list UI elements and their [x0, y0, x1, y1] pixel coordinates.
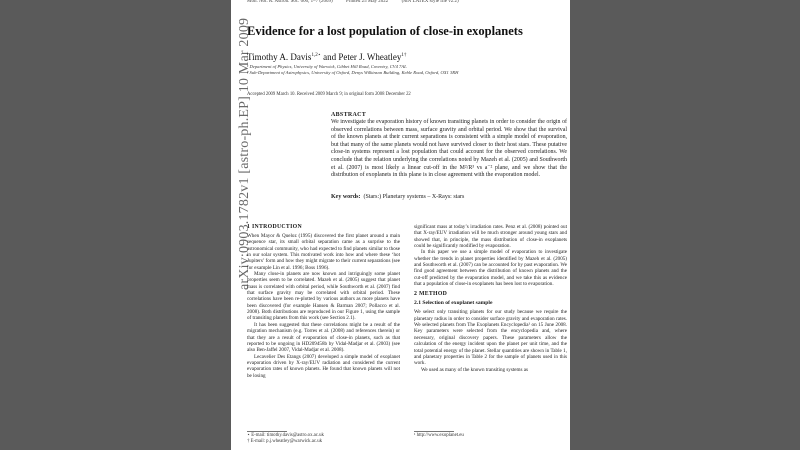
- paragraph: We used as many of the known transiting systems as: [421, 366, 528, 373]
- paragraph: In this paper we use a simple model of evaporation to investigate whether the trends in planet properties identified by Mazeh et al. (2005) and Southworth et al. (2007) can be accounted for by past evaporation. We find good agreement between the distribution of known planets and the cut-off predicted by the evaporation model, and we take this as evidence that a population of close-in exoplanets has been lost to evaporation.: [414, 249, 567, 288]
- printed-date: Printed 25 May 2022: [345, 0, 389, 4]
- footnotes-left: [247, 433, 324, 445]
- subsection-heading: 2.1 Selection of exoplanet sample: [414, 300, 493, 307]
- abstract: [331, 112, 567, 180]
- paper-title: Evidence for a lost population of close-in exoplanets: [247, 24, 523, 38]
- section-heading-method: 2 METHOD: [414, 291, 448, 298]
- footnote-rule-right: [414, 431, 454, 432]
- journal-citation: Mon. Not. R. Astron. Soc. 000, 1–7 (2009): [247, 0, 333, 4]
- footnote-url: ¹ http://www.exoplanet.eu: [414, 433, 464, 438]
- paragraph: Many close-in planets are now known and intriguingly some planet properties seem to be correlated. Mazeh et al. (2005) suggest that planet mass is correlated with orbital period, while Southworth et al. (2007) find that surface gravity may be correlated with orbital period. These correlations have been re-plotted by various authors as more planets have been discovered (for example Hansen & Barman 2007; Pollacco et al. 2008). Both distributions are reproduced in our Figure 1, using the sample of transiting planets from this work (see Section 2.1).: [247, 271, 400, 322]
- abstract-text: We investigate the evaporation history of known transiting planets in order to consider the origin of observed correlations between mass, surface gravity and orbital period. We show that the survival of the known planets at their current separations is consistent with a simple model of evaporation, but that many of the same planets would not have survived closer to their host stars. These putative close-in systems represent a lost population that could account for the observed correlations. We conclude that the relation underlying the correlations noted by Mazeh et al. (2005) and Southworth et al. (2007) is most likely a linear cut-off in the M²/R³ vs a⁻² plane, and we show that the distribution of exoplanets in this plane is in close agreement with the evaporation model.: [331, 119, 567, 179]
- running-header: [247, 0, 471, 4]
- section-heading-introduction: 1 INTRODUCTION: [247, 224, 302, 230]
- left-column: [247, 224, 400, 379]
- style-note: (MN LATEX style file v2.2): [401, 0, 459, 4]
- footnote-rule-left: [247, 431, 287, 432]
- affiliation-1: ¹ Department of Physics, University of Warwick, Gibbet Hill Road, Coventry, CV4 7AL: [247, 64, 407, 69]
- footnotes-right: [414, 433, 464, 439]
- right-column: [414, 224, 567, 373]
- paper-page: [231, 0, 570, 450]
- author-1-affil: 1,2⋆: [311, 53, 321, 58]
- arxiv-identifier: arXiv:0903.1782v1 [astro-ph.EP] 10 Mar 2009: [237, 17, 252, 290]
- paragraph: When Mayor & Queloz (1995) discovered the first planet around a main sequence star, its small orbital separation came as a surprise to the astronomical community, who had expected to find planets similar to those in our solar system. This motivated work into how and where these ‘hot Jupiters’ form and how they might migrate to their current separations (see for example Lin et al. 1996; Boss 1996).: [247, 233, 400, 271]
- paragraph: Lecavelier Des Etangs (2007) developed a simple model of exoplanet evaporation driven by X-ray/EUV radiation and considered the current evaporation rates of known planets. He found that known planets will not be losing: [247, 353, 400, 379]
- author-2-affil: 1†: [401, 53, 407, 58]
- author-1: Timothy A. Davis: [247, 52, 312, 62]
- footnote-email-1: ⋆ E-mail: timothy.davis@astro.ox.ac.uk: [247, 433, 324, 438]
- footnote-email-2: † E-mail: p.j.wheatley@warwick.ac.uk: [247, 439, 323, 444]
- affiliation-2: ² Sub-Department of Astrophysics, University of Oxford, Denys Wilkinson Building, Keble Road, Oxford, OX1 3RH: [247, 70, 459, 75]
- author-list: [247, 52, 406, 62]
- author-2: and Peter J. Wheatley: [320, 52, 402, 62]
- abstract-heading: ABSTRACT: [331, 112, 367, 118]
- keywords: [331, 194, 567, 200]
- keywords-label: Key words:: [331, 194, 361, 200]
- paragraph: It has been suggested that these correlations might be a result of the migration mechanism (e.g. Torres et al. (2008) and references therein) or that they are a result of evaporation of close-in planets, such as that reported to be ongoing in HD209458b by Vidal-Madjar et al. (2003) (see also Ben-Jaffel 2007, Vidal-Madjar et al. 2008).: [247, 321, 400, 354]
- paragraph: significant mass at today’s irradiation rates. Penz et al. (2008) pointed out that X-ray/EUV irradiation will be much stronger around young stars and showed that, in principle, the mass distribution of close-in exoplanets could be significantly modified by evaporation.: [414, 224, 567, 250]
- paragraph: We select only transiting planets for our study because we require the planetary radius in order to consider surface gravity and evaporation rates. We selected planets from The Exoplanets Encyclopedia¹ on 15 June 2008. Key parameters were selected from the encyclopedia and, where necessary, original discovery papers. These parameters allow the calculation of the energy incident upon the planet per unit time, and the total potential energy of the planet. Stellar quantities are shown in Table 1, and planetary properties in Table 2 for the sample of planets used in this work.: [414, 309, 567, 367]
- submission-dates: Accepted 2009 March 10. Received 2009 March 9; in original form 2008 December 22: [247, 92, 411, 97]
- keywords-text: (Stars:) Planetary systems – X-Rays: stars: [363, 194, 465, 200]
